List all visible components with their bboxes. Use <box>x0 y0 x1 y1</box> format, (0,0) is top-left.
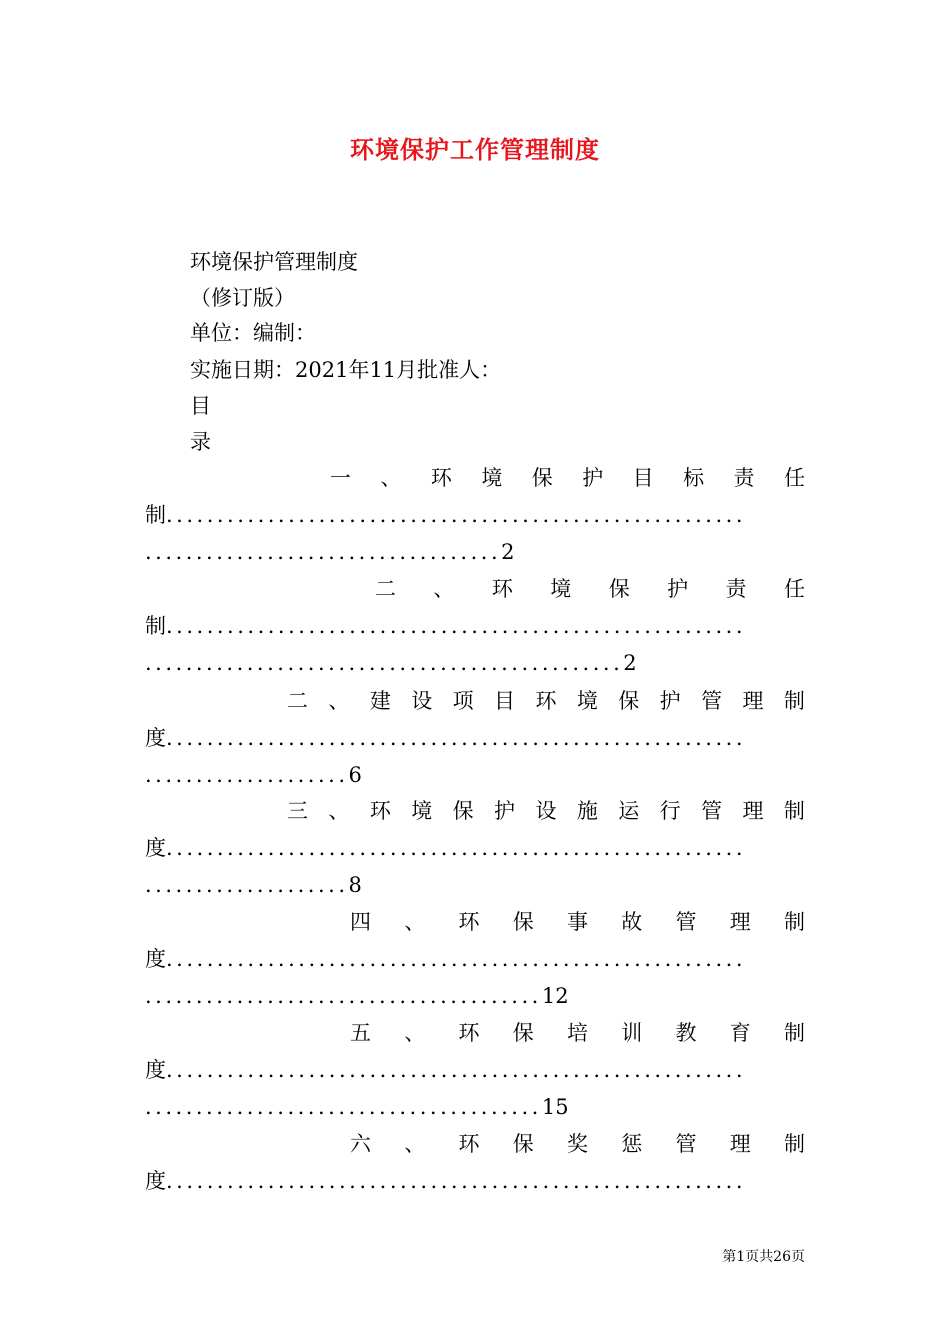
toc-entry-char: 训 <box>621 1021 643 1045</box>
toc-entry-char: 环 <box>458 1021 480 1045</box>
toc-entry-char: 行 <box>659 799 681 823</box>
toc-entry-char: 制 <box>784 1132 805 1156</box>
toc-entry-char: 、 <box>404 910 426 934</box>
toc-entry-char: 、 <box>404 1021 426 1045</box>
toc-page-number: 6 <box>348 763 362 787</box>
toc-entry-char: 保 <box>512 910 534 934</box>
toc-entry-char: 保 <box>531 466 553 490</box>
toc-entry-char: 、 <box>328 799 350 823</box>
toc-entry-char: 五 <box>350 1021 371 1045</box>
toc-entry-char: 建 <box>369 689 391 713</box>
toc-page-number: 2 <box>501 540 515 564</box>
toc-entry-char: 设 <box>535 799 557 823</box>
toc-leader-line: ...................................2 <box>145 540 515 564</box>
toc-entry-char: 管 <box>701 799 723 823</box>
toc-entry-last-char: 度 <box>145 1169 166 1193</box>
toc-entry-char: 责 <box>725 577 747 601</box>
toc-entry-title <box>350 1018 805 1048</box>
toc-page-number: 15 <box>541 1095 569 1119</box>
revision-note: （修订版） <box>190 286 295 310</box>
toc-entry-char: 保 <box>452 799 474 823</box>
toc-entry-char: 保 <box>512 1132 534 1156</box>
toc-entry-char: 理 <box>729 910 751 934</box>
toc-entry-char: 环 <box>369 799 391 823</box>
toc-leader-line: 度......................................................... <box>145 726 746 750</box>
toc-entry-char: 、 <box>380 466 402 490</box>
toc-entry-char: 保 <box>512 1021 534 1045</box>
toc-heading-1: 目 <box>190 394 211 418</box>
toc-entry-char: 环 <box>430 466 452 490</box>
toc-entry-char: 设 <box>411 689 433 713</box>
toc-entry-char: 制 <box>784 910 805 934</box>
toc-entry-char: 奖 <box>567 1132 588 1156</box>
date-line: 实施日期：2021年11月批准人： <box>190 358 502 382</box>
toc-entry-char: 项 <box>452 689 474 713</box>
toc-leader-line: .......................................15 <box>145 1095 569 1119</box>
toc-entry-char: 事 <box>567 910 588 934</box>
toc-entry-char: 故 <box>621 910 643 934</box>
toc-entry-char: 目 <box>632 466 654 490</box>
toc-entry-char: 环 <box>491 577 513 601</box>
toc-entry-char: 管 <box>675 1132 697 1156</box>
toc-entry-char: 、 <box>328 689 350 713</box>
toc-entry-char: 护 <box>494 799 516 823</box>
toc-entry-last-char: 度 <box>145 836 166 860</box>
toc-entry-title <box>350 1129 805 1159</box>
toc-entry-char: 境 <box>550 577 572 601</box>
toc-entry-char: 四 <box>350 910 371 934</box>
toc-entry-last-char: 度 <box>145 726 166 750</box>
toc-entry-char: 护 <box>582 466 604 490</box>
toc-entry-title <box>287 796 805 826</box>
toc-entry-title <box>350 907 805 937</box>
toc-entry-char: 六 <box>350 1132 371 1156</box>
toc-entry-last-char: 度 <box>145 947 166 971</box>
page-footer: 第1页共26页 <box>722 1249 805 1265</box>
toc-entry-char: 理 <box>729 1132 751 1156</box>
toc-entry-title <box>287 686 805 716</box>
toc-entry-char: 护 <box>659 689 681 713</box>
toc-entry-char: 运 <box>618 799 640 823</box>
toc-entry-char: 惩 <box>621 1132 643 1156</box>
toc-entry-char: 目 <box>494 689 516 713</box>
toc-leader-line: ...............................................2 <box>145 651 637 675</box>
toc-entry-char: 责 <box>733 466 755 490</box>
subtitle: 环境保护管理制度 <box>190 250 358 274</box>
toc-entry-char: 三 <box>287 799 308 823</box>
toc-entry-last-char: 制 <box>145 503 166 527</box>
toc-entry-last-char: 度 <box>145 1058 166 1082</box>
toc-entry-char: 护 <box>667 577 689 601</box>
toc-entry-char: 制 <box>783 799 805 823</box>
toc-entry-char: 保 <box>608 577 630 601</box>
toc-leader-line: ....................6 <box>145 763 362 787</box>
toc-entry-char: 保 <box>618 689 640 713</box>
toc-entry-char: 一 <box>330 466 351 490</box>
toc-leader-line: 度......................................................... <box>145 1058 746 1082</box>
document-title: 环境保护工作管理制度 <box>350 135 600 164</box>
toc-entry-char: 制 <box>783 689 805 713</box>
toc-entry-char: 教 <box>675 1021 697 1045</box>
toc-entry-title <box>375 574 805 604</box>
toc-entry-char: 任 <box>783 577 805 601</box>
toc-leader-line: 度......................................................... <box>145 1169 746 1193</box>
toc-entry-char: 施 <box>576 799 598 823</box>
toc-page-number: 2 <box>623 651 637 675</box>
toc-entry-last-char: 制 <box>145 614 166 638</box>
toc-entry-char: 理 <box>742 689 764 713</box>
toc-leader-line: ....................8 <box>145 873 362 897</box>
toc-entry-char: 育 <box>729 1021 751 1045</box>
toc-leader-line: 度......................................................... <box>145 836 746 860</box>
toc-entry-title <box>330 463 805 493</box>
toc-heading-2: 录 <box>190 430 211 454</box>
toc-entry-char: 环 <box>458 910 480 934</box>
toc-entry-char: 理 <box>742 799 764 823</box>
toc-entry-char: 管 <box>675 910 697 934</box>
toc-entry-char: 培 <box>567 1021 588 1045</box>
unit-line: 单位：编制： <box>190 321 316 345</box>
toc-entry-char: 境 <box>411 799 433 823</box>
toc-entry-char: 环 <box>458 1132 480 1156</box>
toc-entry-char: 制 <box>784 1021 805 1045</box>
toc-entry-char: 、 <box>404 1132 426 1156</box>
toc-leader-line: .......................................12 <box>145 984 569 1008</box>
toc-page-number: 12 <box>541 984 569 1008</box>
toc-leader-line: 制......................................................... <box>145 503 746 527</box>
toc-entry-char: 二 <box>375 577 396 601</box>
toc-entry-char: 管 <box>701 689 723 713</box>
toc-entry-char: 境 <box>576 689 598 713</box>
toc-page-number: 8 <box>348 873 362 897</box>
toc-entry-char: 、 <box>433 577 455 601</box>
toc-entry-char: 二 <box>287 689 308 713</box>
toc-leader-line: 制......................................................... <box>145 614 746 638</box>
toc-entry-char: 环 <box>535 689 557 713</box>
toc-entry-char: 境 <box>481 466 503 490</box>
toc-entry-char: 任 <box>783 466 805 490</box>
toc-leader-line: 度......................................................... <box>145 947 746 971</box>
toc-entry-char: 标 <box>683 466 705 490</box>
